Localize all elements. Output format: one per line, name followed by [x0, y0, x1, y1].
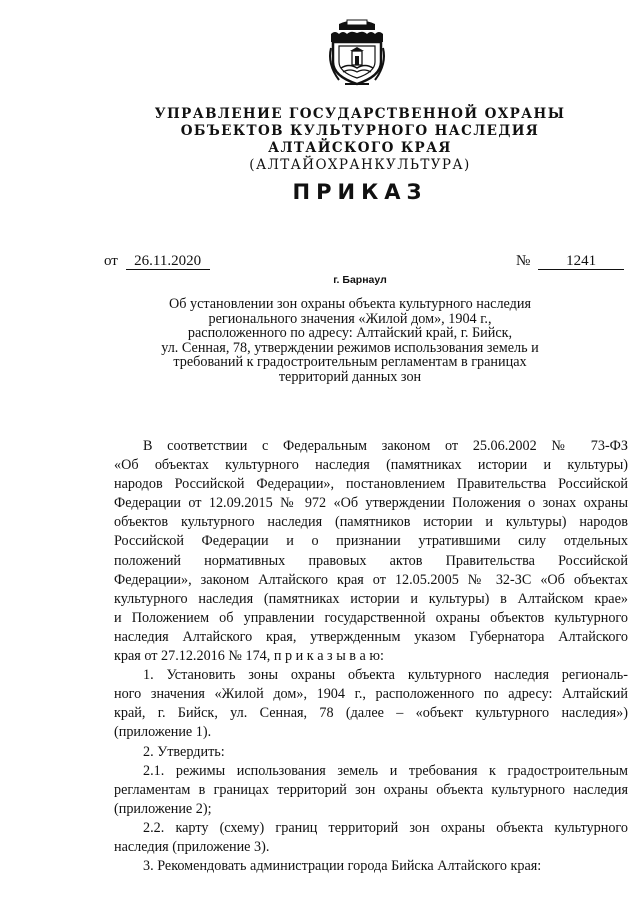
body-line: 2. Утвердить: [143, 743, 225, 760]
body-line: 3. Рекомендовать администрации города Бийска Алтайского края: [143, 858, 542, 875]
body-line: Федерации от 12.09.2015 № 972 «Об утверждении Положения о зонах охраны [114, 495, 628, 512]
body-line: и Положением об управлении государственной охраны объектов культурного [114, 609, 628, 626]
body-line: Федерации», законом Алтайского края от 12.05.2005 № 32-ЗС «Об объектах [114, 571, 628, 588]
body-line: ного значения «Жилой дом», 1904 г., расположенного по адресу: Алтайский [114, 686, 628, 703]
number-prefix: № [516, 253, 531, 269]
date-row [104, 253, 210, 270]
title-line: Об установлении зон охраны объекта культурного наследия [168, 296, 531, 312]
body-line: край, г. Бийск, ул. Сенная, 78 (далее – «объект культурного наследия») [114, 705, 628, 722]
body-line: В соответствии с Федеральным законом от 25.06.2002 № 73-ФЗ [143, 438, 628, 454]
body-line: регламентам в границах территорий зон охраны объекта культурного наследия [114, 781, 628, 798]
organization-line: ОБЪЕКТОВ КУЛЬТУРНОГО НАСЛЕДИЯ [180, 123, 540, 139]
body-line: наследия Алтайского края, утвержденным указом Губернатора Алтайского [114, 628, 628, 645]
organization-line: АЛТАЙСКОГО КРАЯ [268, 140, 452, 156]
city-label: г. Барнаул [333, 274, 387, 286]
title-line: расположенного по адресу: Алтайский край, г. Бийск, [187, 325, 513, 342]
organization-name [0, 106, 640, 174]
organization-line: УПРАВЛЕНИЕ ГОСУДАРСТВЕННОЙ ОХРАНЫ [154, 106, 566, 122]
document-body [114, 437, 628, 876]
date-prefix: от [104, 253, 118, 269]
body-line: объектов культурного наследия (памятников истории и культуры) народов [114, 514, 628, 531]
document-number: 1241 [538, 253, 624, 270]
body-line: наследия (приложение 3). [114, 838, 270, 855]
body-line: положений нормативных правовых актов Правительства Российской [114, 552, 628, 569]
body-line: «Об объектах культурного наследия (памятниках истории и культуры) [114, 457, 628, 474]
body-line: Российской Федерации и о признании утратившими силу отдельных [114, 533, 628, 550]
title-line: ул. Сенная, 78, утверждении режимов использования земель и [161, 339, 539, 356]
body-line: (приложение 1). [114, 724, 212, 741]
title-line: регионального значения «Жилой дом», 1904 г., [208, 310, 492, 327]
body-line: (приложение 2); [114, 800, 212, 817]
document-type-heading: ПРИКАЗ [292, 180, 428, 204]
document-date: 26.11.2020 [126, 253, 210, 270]
title-line: требований к градостроительным регламентам в границах [173, 354, 527, 371]
body-line: культурного наследия (памятниках истории и культуры) в Алтайском крае» [114, 590, 628, 607]
body-line: 2.1. режимы использования земель и требования к градостроительным [143, 762, 628, 779]
document-title [120, 297, 580, 385]
body-line: народов Российской Федерации», постановлением Правительства Российской [114, 476, 628, 493]
title-line: территорий данных зон [278, 368, 422, 385]
body-line: 2.2. карту (схему) границ территорий зон охраны объекта культурного [143, 819, 628, 836]
coat-of-arms-emblem [325, 18, 389, 86]
organization-line: (АЛТАЙОХРАНКУЛЬТУРА) [249, 157, 471, 173]
number-row [516, 253, 624, 270]
body-line: края от 27.12.2016 № 174, п р и к а з ы в а ю: [114, 648, 384, 665]
body-line: 1. Установить зоны охраны объекта культурного наследия региональ- [143, 667, 628, 684]
